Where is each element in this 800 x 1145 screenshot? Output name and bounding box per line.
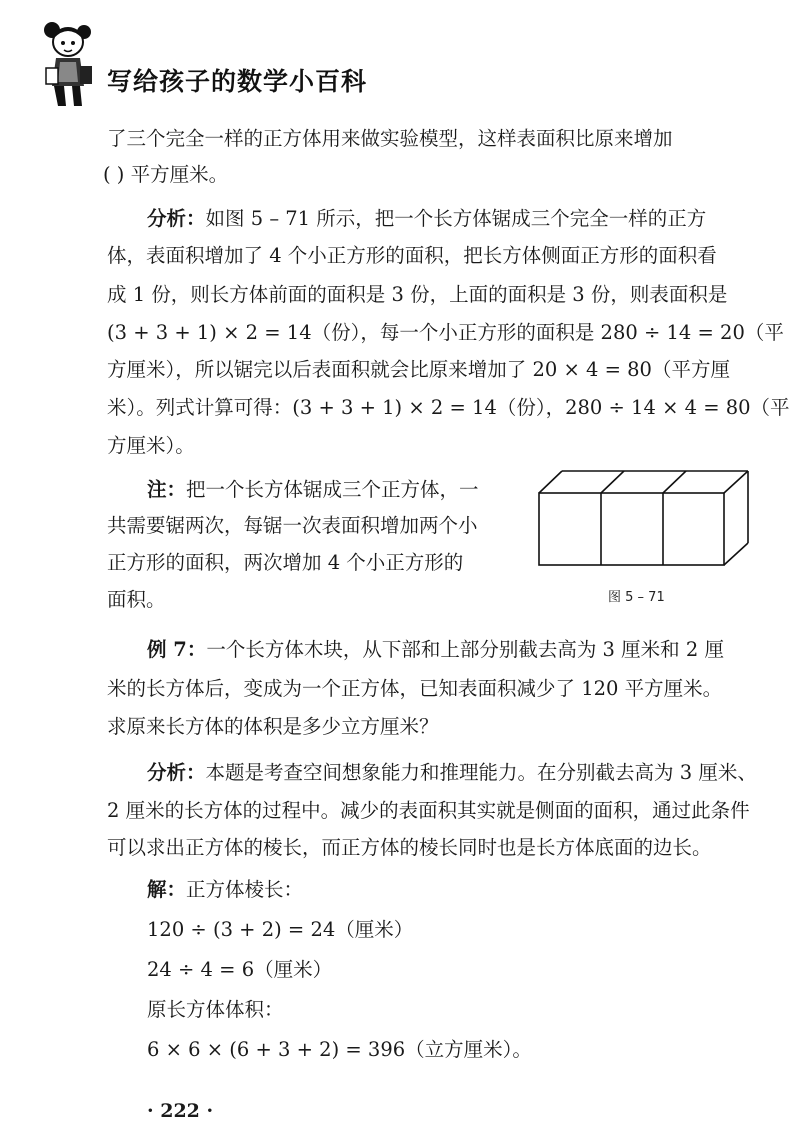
text-line: 共需要锯两次，每锯一次表面积增加两个小	[107, 514, 478, 537]
text-line: 方厘米）。	[107, 434, 195, 457]
text-line: 方厘米），所以锯完以后表面积就会比原来增加了 20 × 4 = 80（平方厘	[107, 358, 730, 381]
page-number: · 222 ·	[147, 1100, 214, 1122]
analysis-paragraph	[147, 209, 706, 229]
text-line: 求原来长方体的体积是多少立方厘米？	[107, 715, 439, 738]
text-line: 2 厘米的长方体的过程中。减少的表面积其实就是侧面的面积，通过此条件	[107, 799, 750, 822]
girl-mascot-icon	[40, 18, 100, 108]
book-title: 写给孩子的数学小百科	[107, 67, 368, 96]
text-line: (3 + 3 + 1) × 2 = 14（份），每一个小正方形的面积是 280 ÷ 14 = 20（平	[107, 321, 784, 344]
text-line: 正方形的面积，两次增加 4 个小正方形的	[107, 551, 464, 574]
text-line: 24 ÷ 4 = 6（厘米）	[147, 958, 333, 981]
text-line: 面积。	[107, 588, 166, 611]
three-cubes-figure	[538, 470, 750, 566]
text-line: 本题是考查空间想象能力和推理能力。在分别截去高为 3 厘米、	[205, 761, 757, 784]
analysis-paragraph	[147, 763, 757, 783]
text-line: 米的长方体后，变成为一个正方体，已知表面积减少了 120 平方厘米。	[107, 677, 723, 700]
text-line: ( ) 平方厘米。	[103, 163, 229, 186]
example-label: 例 7：	[147, 638, 207, 661]
text-line: 体，表面积增加了 4 个小正方形的面积，把长方体侧面正方形的面积看	[107, 244, 717, 267]
solution-paragraph	[147, 880, 303, 900]
text-line: 原长方体体积：	[147, 998, 284, 1021]
text-line: 成 1 份，则长方体前面的面积是 3 份，上面的面积是 3 份，则表面积是	[107, 283, 728, 306]
text-line: 了三个完全一样的正方体用来做实验模型，这样表面积比原来增加	[107, 127, 673, 150]
text-line: 可以求出正方体的棱长，而正方体的棱长同时也是长方体底面的边长。	[107, 836, 712, 859]
note-label: 注：	[147, 478, 187, 501]
text-line: 120 ÷ (3 + 2) = 24（厘米）	[147, 918, 414, 941]
figure-caption: 图 5 – 71	[608, 590, 665, 605]
text-line: 米）。列式计算可得：(3 + 3 + 1) × 2 = 14（份），280 ÷ 14 × 4 = 80（平	[107, 396, 790, 419]
text-line: 一个长方体木块，从下部和上部分别截去高为 3 厘米和 2 厘	[206, 638, 724, 661]
text-line: 正方体棱长：	[186, 878, 304, 901]
analysis-label: 分析：	[147, 207, 206, 230]
solution-label: 解：	[147, 878, 187, 901]
note-paragraph	[147, 480, 479, 500]
analysis-label: 分析：	[147, 761, 206, 784]
example-paragraph	[147, 640, 724, 660]
page-header	[40, 18, 440, 108]
text-line: 6 × 6 × (6 + 3 + 2) = 396（立方厘米）。	[147, 1038, 532, 1061]
text-line: 如图 5 – 71 所示，把一个长方体锯成三个完全一样的正方	[205, 207, 707, 230]
text-line: 把一个长方体锯成三个正方体，一	[186, 478, 479, 501]
